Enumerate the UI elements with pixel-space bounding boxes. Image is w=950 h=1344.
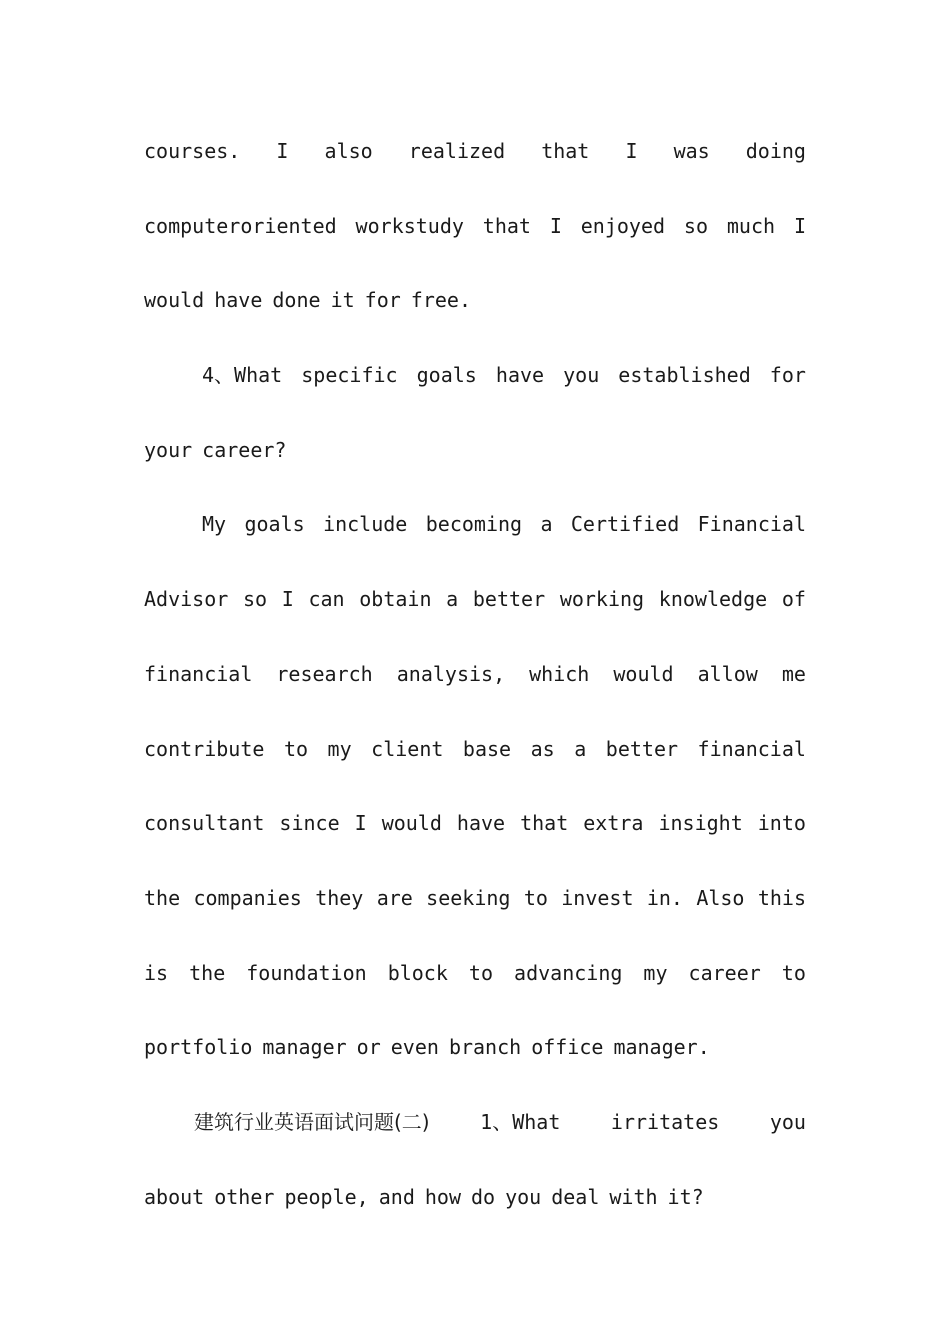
text-line	[144, 114, 806, 189]
word: since	[279, 811, 340, 836]
word: manager	[262, 1035, 347, 1060]
word: goals	[416, 363, 477, 388]
word: courses.	[144, 139, 241, 163]
word: the	[144, 885, 181, 910]
word: which	[529, 661, 590, 686]
word: about	[144, 1184, 205, 1209]
word: I	[793, 213, 806, 238]
word: also	[324, 139, 373, 163]
word: seeking	[426, 885, 511, 910]
word: client	[371, 736, 444, 761]
word: your	[144, 437, 193, 462]
word: becoming	[425, 512, 523, 537]
word: with	[609, 1184, 658, 1209]
word: a	[540, 512, 553, 537]
word: doing	[745, 139, 806, 163]
word: the	[189, 960, 226, 985]
word: better	[472, 587, 546, 612]
word: block	[387, 960, 448, 985]
word: career?	[202, 437, 287, 462]
word: manager.	[613, 1035, 710, 1060]
word: analysis,	[396, 661, 506, 686]
text-line	[144, 263, 806, 338]
word: and	[378, 1184, 415, 1209]
word: working	[559, 587, 645, 612]
word: to	[283, 736, 309, 761]
word: of	[781, 587, 806, 612]
word: My	[202, 512, 227, 537]
word: you	[563, 363, 600, 388]
word: for	[364, 288, 401, 313]
word: established	[618, 363, 751, 388]
word: for	[769, 363, 806, 388]
word: I	[354, 811, 367, 836]
word: invest	[561, 885, 634, 910]
word: other	[214, 1184, 275, 1209]
word: into	[757, 811, 806, 836]
word: contribute	[144, 736, 265, 761]
word: it?	[667, 1184, 704, 1209]
word: specific	[301, 363, 398, 388]
text-line	[144, 562, 806, 637]
word: would	[381, 811, 442, 836]
word: so	[242, 587, 268, 612]
word: this	[757, 885, 806, 910]
answer-paragraph-line	[144, 487, 806, 562]
section-heading-line	[144, 1085, 806, 1160]
text-line	[144, 1160, 806, 1235]
word: my	[643, 960, 668, 985]
word: deal	[551, 1184, 600, 1209]
word: obtain	[359, 587, 432, 612]
word: base	[462, 736, 512, 761]
text-line	[144, 786, 806, 861]
word: companies	[193, 885, 302, 910]
word: better	[605, 736, 679, 761]
word: me	[781, 661, 806, 686]
word: I	[281, 587, 294, 612]
word: have	[456, 811, 506, 836]
word: can	[308, 587, 345, 612]
word: they	[315, 885, 364, 910]
word: realized	[408, 139, 506, 163]
word: to	[781, 960, 806, 985]
word: you	[505, 1184, 542, 1209]
word: have	[214, 288, 263, 313]
word: to	[523, 885, 548, 910]
text-line	[144, 413, 806, 488]
word: is	[144, 960, 169, 985]
word: do	[470, 1184, 496, 1209]
word: Also	[696, 885, 745, 910]
word: was	[673, 139, 710, 163]
word: a	[446, 587, 459, 612]
word: 1、What	[480, 1109, 561, 1134]
word: Financial	[697, 512, 806, 537]
word: would	[613, 661, 674, 686]
text-line	[144, 189, 806, 264]
word: to	[468, 960, 494, 985]
word: extra	[583, 811, 644, 836]
word: that	[482, 213, 531, 238]
text-line	[144, 936, 806, 1011]
word: I	[549, 213, 562, 238]
word: include	[323, 512, 408, 537]
word: so	[683, 213, 709, 238]
word: branch	[448, 1035, 522, 1060]
word: workstudy	[355, 213, 464, 238]
word: office	[531, 1035, 604, 1060]
word: goals	[244, 512, 305, 537]
word: people,	[284, 1184, 369, 1209]
question-4-heading	[144, 338, 806, 413]
text-line	[144, 861, 806, 936]
word: career	[688, 960, 761, 985]
word: my	[327, 736, 352, 761]
word: even	[390, 1035, 439, 1060]
text-line	[144, 637, 806, 712]
word: that	[541, 139, 590, 163]
word: as	[530, 736, 555, 761]
word: portfolio	[144, 1035, 253, 1060]
word: 4、What	[202, 363, 283, 388]
word: are	[376, 885, 413, 910]
word: or	[356, 1035, 381, 1060]
word: financial	[697, 736, 806, 761]
word: computeroriented	[144, 213, 337, 238]
document-body	[144, 114, 806, 1234]
word: in.	[646, 885, 683, 910]
word: free.	[410, 288, 471, 313]
word: knowledge	[658, 587, 768, 612]
word: Certified	[570, 512, 680, 537]
word: you	[769, 1109, 806, 1134]
word: enjoyed	[580, 213, 666, 238]
word: research	[276, 661, 373, 686]
word: would	[144, 288, 205, 313]
word: I	[276, 139, 289, 163]
word: it	[330, 288, 355, 313]
word: irritates	[610, 1109, 720, 1134]
word: financial	[144, 661, 253, 686]
word: 建筑行业英语面试问题(二)	[194, 1109, 430, 1134]
word: insight	[658, 811, 743, 836]
word: consultant	[144, 811, 265, 836]
word: done	[272, 288, 321, 313]
word: how	[424, 1184, 461, 1209]
word: allow	[697, 661, 758, 686]
word: Advisor	[144, 587, 229, 612]
word: I	[625, 139, 638, 163]
text-line	[144, 712, 806, 787]
word: have	[495, 363, 545, 388]
word: advancing	[514, 960, 623, 985]
word: that	[520, 811, 569, 836]
word: a	[574, 736, 587, 761]
text-line	[144, 1010, 806, 1085]
word: foundation	[246, 960, 367, 985]
word: much	[726, 213, 776, 238]
